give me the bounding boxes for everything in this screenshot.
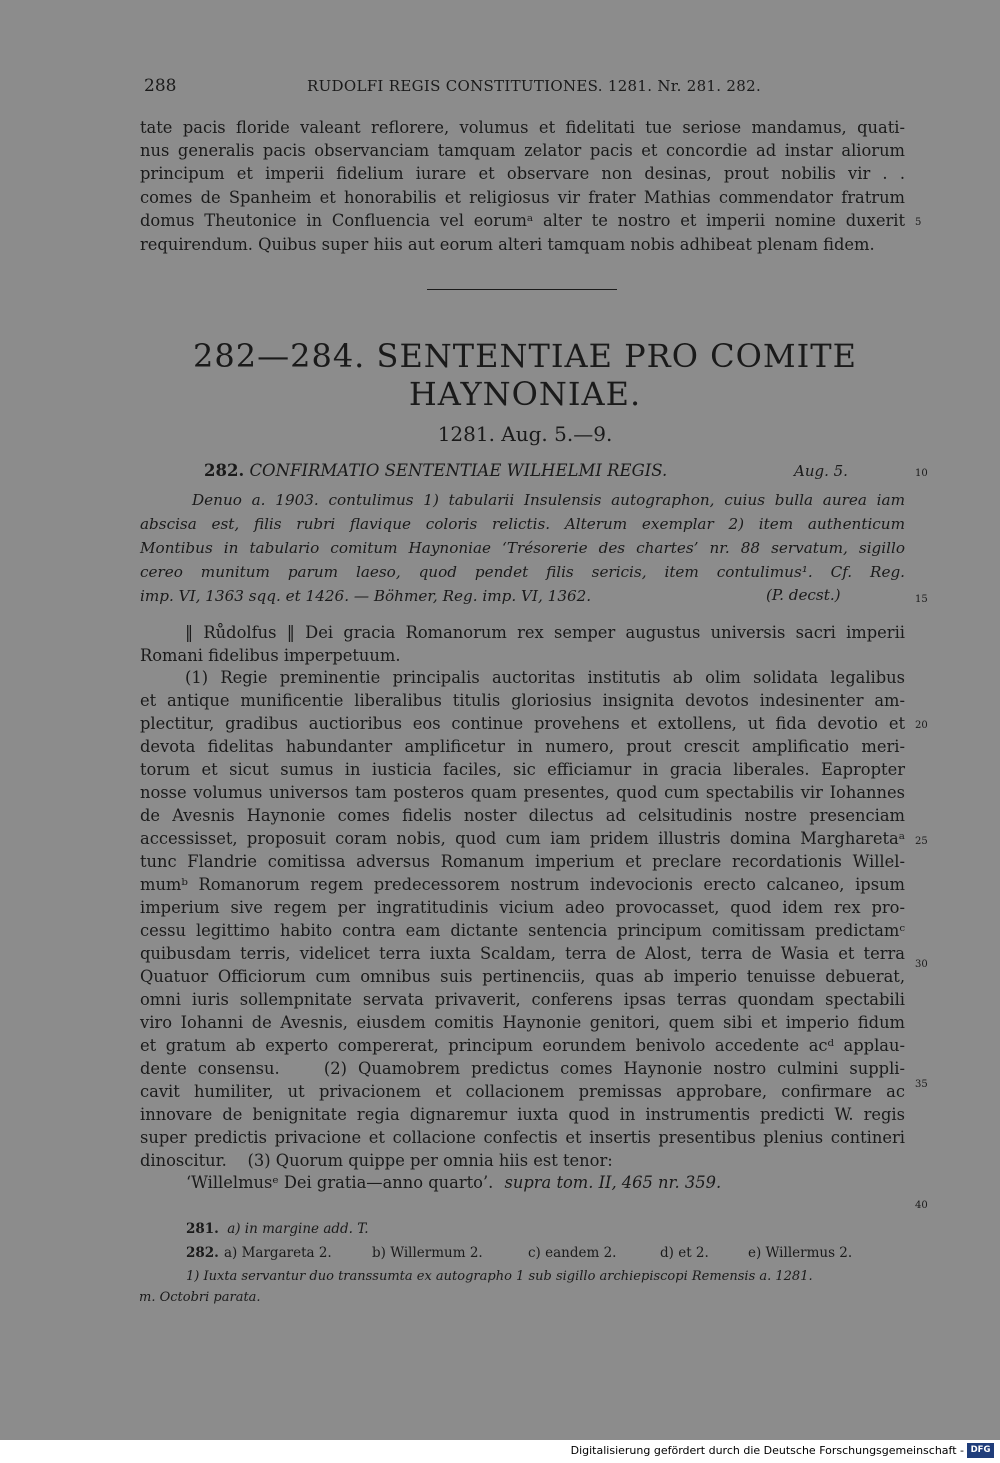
footnote-281-text: a) in margine add. T. [227,1221,369,1237]
doc-heading [204,461,667,480]
footnote-282-item: d) et 2. [660,1245,709,1261]
running-title: RUDOLFI REGIS CONSTITUTIONES. 1281. Nr. 281. 282. [307,77,762,95]
section-title-2: HAYNONIAE. [408,375,642,413]
body-line: viro Iohanni de Avesnis, eiusdem comitis Haynonie genitori, quem sibi et imperio fidum [140,1013,905,1032]
footnote-1-line: 1) Iuxta servantur duo transsumta ex autographo 1 sub sigillo archiepiscopi Remensis a. 1281. [186,1269,813,1284]
doc-date: Aug. 5. [794,462,848,480]
footnote-281-label: 281. [186,1221,219,1237]
body-line: (1) Regie preminentie principalis auctoritas institutis ab olim solidata legalibus [185,668,905,687]
body-line: cessu legittimo habito contra eam dictante sentencia principum comitissam predictamᶜ [140,921,905,940]
dfg-logo: DFG [967,1443,994,1458]
footnote-282-label: 282. [186,1245,219,1261]
quote-ref: supra tom. II, 465 nr. 359. [504,1173,722,1192]
credit-bar [0,1440,1000,1463]
line-number: 30 [915,959,928,970]
source-note-line: Denuo a. 1903. contulimus 1) tabularii Insulensis autographon, cuius bulla aurea iam [192,491,905,509]
source-note-line: cereo munitum parum laeso, quod pendet filis sericis, item contulimus¹. Cf. Reg. [140,563,905,581]
line-number: 10 [915,468,928,479]
section-title: 282—284. SENTENTIAE PRO COMITE [193,337,857,375]
doc-number: 282. [204,461,245,480]
source-note-line: abscisa est, filis rubri flavique coloris relictis. Alterum exemplar 2) item authenticum [140,515,905,533]
body-line: omni iuris sollempnitate servata privaverit, conferens ipsas terras quondam spectabili [140,990,905,1009]
line-number: 20 [915,720,928,731]
body-line: mumᵇ Romanorum regem predecessorem nostrum indevocionis erecto calcaneo, ipsum [140,875,905,894]
line-number: 5 [915,217,922,228]
line-number: 35 [915,1079,928,1090]
footnote-282-item: e) Willermus 2. [748,1245,853,1261]
body-line: dinoscitur. (3) Quorum quippe per omnia hiis est tenor: [140,1151,613,1170]
line-number: 40 [915,1200,928,1211]
body-line: tunc Flandrie comitissa adversus Romanum imperium et preclare recordationis Willel- [140,852,905,871]
intro-line: domus Theutonice in Confluencia vel eorumᵃ alter te nostro et imperii nomine duxerit [140,211,905,230]
footnote-281 [186,1221,369,1237]
intro-line: requirendum. Quibus super hiis aut eorum alteri tamquam nobis adhibeat plenam fidem. [140,235,875,254]
body-line: plectitur, gradibus auctioribus eos continue provehens et extollens, ut fida devotio et [140,714,905,733]
page-number: 288 [144,76,177,96]
body-line: torum et sicut sumus in iusticia faciles, sic efficiamur in gracia liberales. Eapropter [140,760,905,779]
line-number: 15 [915,594,928,605]
body-line: ‖ Růdolfus ‖ Dei gracia Romanorum rex semper augustus universis sacri imperii [185,623,905,642]
footnote-282 [186,1245,886,1261]
intro-line: comes de Spanheim et honorabilis et religiosus vir frater Mathias commendator fratrum [140,188,905,207]
body-line: et antique munificentie liberalibus titulis gloriosius insignita devotos indesinenter am- [140,691,905,710]
source-note-line: Montibus in tabulario comitum Haynoniae ‘Trésorerie des chartes’ nr. 88 servatum, sigillo [140,539,905,557]
body-line: nosse volumus universos tam posteros quam presentes, quod cum spectabilis vir Iohannes [140,783,905,802]
line-number: 25 [915,836,928,847]
quote-line [186,1173,721,1192]
intro-line: principum et imperii fidelium iurare et observare non desinas, prout nobilis vir . . [140,164,905,183]
body-line: de Avesnis Haynonie comes fidelis noster dilectus ad celsitudinis nostre presenciam [140,806,905,825]
intro-line: tate pacis floride valeant reflorere, volumus et fidelitati tue seriose mandamus, quati- [140,118,905,137]
body-line: accessisset, proposuit coram nobis, quod cum iam pridem illustris domina Margharetaᵃ [140,829,905,848]
doc-title: CONFIRMATIO SENTENTIAE WILHELMI REGIS. [249,461,668,480]
body-line: imperium sive regem per ingratitudinis vicium adeo provocasset, quod idem rex pro- [140,898,905,917]
body-line: cavit humiliter, ut privacionem et collacionem premissas approbare, confirmare ac [140,1082,905,1101]
section-date: 1281. Aug. 5.—9. [437,422,613,446]
source-note-editor: (P. decst.) [766,586,841,604]
body-line: innovare de benignitate regia dignaremur iuxta quod in instrumentis predicti W. regis [140,1105,905,1124]
body-line: quibusdam terris, videlicet terra iuxta Scaldam, terra de Alost, terra de Wasia et terra [140,944,905,963]
body-line: et gratum ab experto compererat, principum eorundem benivolo accedente acᵈ applau- [140,1036,905,1055]
section-divider [427,289,617,290]
credit-text: Digitalisierung gefördert durch die Deutsche Forschungsgemeinschaft - [570,1444,964,1457]
body-line: Quatuor Officiorum cum omnibus suis pertinenciis, quas ab imperio tenuisse debuerat, [140,967,905,986]
footnote-1-line: m. Octobri parata. [139,1290,261,1305]
source-note-line: imp. VI, 1363 sqq. et 1426. — Böhmer, Reg. imp. VI, 1362. [140,587,592,605]
intro-line: nus generalis pacis observanciam tamquam zelator pacis et concordie ad instar aliorum [140,141,905,160]
quote-text: ‘Willelmusᵉ Dei gratia—anno quarto’. [186,1173,494,1192]
footnote-282-item: b) Willermum 2. [372,1245,483,1261]
body-line: dente consensu. (2) Quamobrem predictus comes Haynonie nostro culmini suppli- [140,1059,905,1078]
body-line: devota fidelitas habundanter amplificetur in numero, prout crescit amplificatio meri- [140,737,905,756]
body-line: Romani fidelibus imperpetuum. [140,646,401,665]
body-line: super predictis privacione et collacione confectis et insertis presentibus plenius contineri [140,1128,905,1147]
footnote-282-item: c) eandem 2. [528,1245,617,1261]
footnote-282-item: a) Margareta 2. [224,1245,332,1261]
